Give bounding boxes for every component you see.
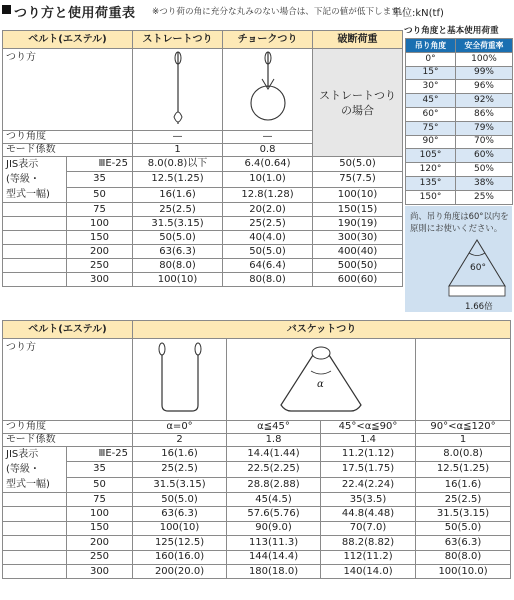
sling-triangle-diagram bbox=[405, 206, 512, 312]
value-cell: 190(19) bbox=[313, 217, 403, 231]
value-cell: 125(12.5) bbox=[133, 536, 227, 550]
angle-cell: 120° bbox=[406, 163, 456, 177]
mode-value-choke: 0.8 bbox=[223, 144, 313, 157]
value-cell: 112(11.2) bbox=[321, 550, 416, 564]
rate-cell: 86% bbox=[456, 107, 513, 121]
value-cell: 144(14.4) bbox=[227, 550, 321, 564]
angle-row bbox=[406, 135, 513, 149]
angle-note-text: 尚、吊り角度は60°以内を原則にお使いください。 bbox=[410, 211, 509, 233]
jis-label-line: 型式一幅) bbox=[6, 189, 50, 200]
angle-row bbox=[406, 94, 513, 108]
angle-table-header bbox=[406, 39, 513, 53]
value-cell: 12.5(1.25) bbox=[133, 172, 223, 187]
breaking-load-note: ストレートつりの場合 bbox=[313, 49, 403, 157]
rate-cell: 50% bbox=[456, 163, 513, 177]
basket-angle-1: α≦45° bbox=[227, 421, 321, 434]
angle-col-header: 吊り角度 bbox=[406, 39, 456, 53]
table-row bbox=[3, 477, 511, 492]
value-cell: 31.5(3.15) bbox=[133, 217, 223, 231]
value-cell: 140(14.0) bbox=[321, 564, 416, 578]
col-header-straight: ストレートつり bbox=[133, 31, 223, 49]
value-cell: 31.5(3.15) bbox=[133, 477, 227, 492]
grade-cell: 100 bbox=[67, 507, 133, 521]
grade-cell: 75 bbox=[67, 493, 133, 507]
table-row bbox=[3, 231, 403, 245]
value-cell: 160(16.0) bbox=[133, 550, 227, 564]
basket-mode-row bbox=[3, 434, 511, 447]
value-cell: 50(5.0) bbox=[416, 521, 511, 535]
grade-cell: 50 bbox=[67, 187, 133, 202]
value-cell: 12.8(1.28) bbox=[223, 187, 313, 202]
grade-cell: 75 bbox=[67, 203, 133, 217]
grade-cell: 250 bbox=[67, 550, 133, 564]
table-row bbox=[3, 203, 403, 217]
basket-mode-1: 1.8 bbox=[227, 434, 321, 447]
value-cell: 100(10) bbox=[133, 521, 227, 535]
jis-label bbox=[3, 447, 67, 493]
value-cell: 150(15) bbox=[313, 203, 403, 217]
value-cell: 45(4.5) bbox=[227, 493, 321, 507]
value-cell: 8.0(0.8) bbox=[416, 447, 511, 462]
value-cell: 22.4(2.24) bbox=[321, 477, 416, 492]
grade-cell: 150 bbox=[67, 521, 133, 535]
basket-angled-diagram bbox=[227, 339, 416, 421]
value-cell: 64(6.4) bbox=[223, 259, 313, 273]
value-cell: 20(2.0) bbox=[223, 203, 313, 217]
blank-cell bbox=[3, 245, 67, 259]
value-cell: 16(1.6) bbox=[133, 187, 223, 202]
angle-row bbox=[406, 163, 513, 177]
value-cell: 113(11.3) bbox=[227, 536, 321, 550]
basket-col-header-basket: バスケットつり bbox=[133, 321, 511, 339]
rate-cell: 60% bbox=[456, 149, 513, 163]
table-row bbox=[3, 564, 511, 578]
table-row bbox=[3, 493, 511, 507]
basket-vertical-diagram bbox=[133, 339, 227, 421]
value-cell: 35(3.5) bbox=[321, 493, 416, 507]
angle-note-box bbox=[405, 206, 512, 312]
mode-value-straight: 1 bbox=[133, 144, 223, 157]
rate-cell: 96% bbox=[456, 80, 513, 94]
basket-angle-3: 90°<α≦120° bbox=[416, 421, 511, 434]
grade-cell: 200 bbox=[67, 245, 133, 259]
basket-empty-cell bbox=[416, 339, 511, 421]
basket-angle-label: つり角度 bbox=[3, 421, 133, 434]
jis-label-line: (等級・ bbox=[6, 174, 40, 185]
col-header-breaking-load: 破断荷重 bbox=[313, 31, 403, 49]
table-row bbox=[3, 273, 403, 287]
value-cell: 50(5.0) bbox=[133, 231, 223, 245]
value-cell: 100(10) bbox=[313, 187, 403, 202]
value-cell: 28.8(2.88) bbox=[227, 477, 321, 492]
value-cell: 80(8.0) bbox=[133, 259, 223, 273]
basket-angle-row bbox=[3, 421, 511, 434]
grade-cell: ⅢE-25 bbox=[67, 447, 133, 462]
grade-cell: 35 bbox=[67, 462, 133, 477]
value-cell: 100(10) bbox=[133, 273, 223, 287]
table-row bbox=[3, 245, 403, 259]
value-cell: 50(5.0) bbox=[223, 245, 313, 259]
angle-label bbox=[3, 131, 133, 144]
value-cell: 50(5.0) bbox=[133, 493, 227, 507]
value-cell: 8.0(0.8)以下 bbox=[133, 157, 223, 172]
angle-cell: 105° bbox=[406, 149, 456, 163]
angle-safety-table bbox=[405, 38, 513, 205]
square-bullet-icon bbox=[2, 5, 11, 14]
angle-row bbox=[406, 121, 513, 135]
grade-cell: 35 bbox=[67, 172, 133, 187]
alpha-label: α bbox=[317, 379, 324, 390]
triangle-angle-label: 60° bbox=[470, 263, 486, 273]
basket-angled-icon bbox=[241, 339, 401, 417]
angle-value-choke: — bbox=[223, 131, 313, 144]
value-cell: 63(6.3) bbox=[133, 507, 227, 521]
basket-header-row bbox=[3, 321, 511, 339]
basket-method-label: つり方 bbox=[3, 339, 133, 421]
value-cell: 88.2(8.82) bbox=[321, 536, 416, 550]
jis-label-line: JIS表示 bbox=[6, 449, 39, 460]
value-cell: 500(50) bbox=[313, 259, 403, 273]
col-header-choke: チョークつり bbox=[223, 31, 313, 49]
angle-row bbox=[406, 66, 513, 80]
table-row bbox=[3, 536, 511, 550]
straight-sling-icon bbox=[148, 49, 208, 127]
grade-cell: 250 bbox=[67, 259, 133, 273]
blank-cell bbox=[3, 203, 67, 217]
basket-col-header-belt: ベルト(エステル) bbox=[3, 321, 133, 339]
straight-sling-diagram bbox=[133, 49, 223, 131]
value-cell: 25(2.5) bbox=[133, 203, 223, 217]
value-cell: 16(1.6) bbox=[416, 477, 511, 492]
value-cell: 180(18.0) bbox=[227, 564, 321, 578]
table-row bbox=[3, 521, 511, 535]
value-cell: 25(2.5) bbox=[133, 462, 227, 477]
grade-cell: 300 bbox=[67, 564, 133, 578]
value-cell: 80(8.0) bbox=[416, 550, 511, 564]
grade-cell: 300 bbox=[67, 273, 133, 287]
basket-mode-0: 2 bbox=[133, 434, 227, 447]
table-row bbox=[3, 550, 511, 564]
jis-label-line: 型式一幅) bbox=[6, 479, 50, 490]
table-header-row bbox=[3, 31, 403, 49]
page-title: つり方と使用荷重表 bbox=[14, 6, 136, 21]
angle-cell: 150° bbox=[406, 190, 456, 204]
value-cell: 70(7.0) bbox=[321, 521, 416, 535]
value-cell: 63(6.3) bbox=[133, 245, 223, 259]
value-cell: 75(7.5) bbox=[313, 172, 403, 187]
choke-sling-diagram bbox=[223, 49, 313, 131]
angle-row bbox=[406, 80, 513, 94]
angle-cell: 30° bbox=[406, 80, 456, 94]
grade-cell: 200 bbox=[67, 536, 133, 550]
value-cell: 57.6(5.76) bbox=[227, 507, 321, 521]
rate-cell: 38% bbox=[456, 176, 513, 190]
grade-cell: 100 bbox=[67, 217, 133, 231]
rate-cell: 99% bbox=[456, 66, 513, 80]
grade-cell: ⅢE-25 bbox=[67, 157, 133, 172]
value-cell: 17.5(1.75) bbox=[321, 462, 416, 477]
value-cell: 31.5(3.15) bbox=[416, 507, 511, 521]
value-cell: 200(20.0) bbox=[133, 564, 227, 578]
value-cell: 25(2.5) bbox=[416, 493, 511, 507]
blank-cell bbox=[3, 273, 67, 287]
rate-cell: 70% bbox=[456, 135, 513, 149]
angle-row bbox=[406, 107, 513, 121]
jis-label-line: (等級・ bbox=[6, 464, 40, 475]
value-cell: 12.5(1.25) bbox=[416, 462, 511, 477]
title-bar bbox=[2, 2, 514, 20]
value-cell: 90(9.0) bbox=[227, 521, 321, 535]
grade-cell: 150 bbox=[67, 231, 133, 245]
table-row bbox=[3, 157, 403, 172]
angle-label-text: つり角度 bbox=[6, 131, 46, 142]
basket-mode-label: モード係数 bbox=[3, 434, 133, 447]
value-cell: 6.4(0.64) bbox=[223, 157, 313, 172]
rate-cell: 100% bbox=[456, 52, 513, 66]
blank-cell bbox=[3, 564, 67, 578]
value-cell: 40(4.0) bbox=[223, 231, 313, 245]
table-row bbox=[3, 507, 511, 521]
table-row bbox=[3, 447, 511, 462]
value-cell: 14.4(1.44) bbox=[227, 447, 321, 462]
value-cell: 63(6.3) bbox=[416, 536, 511, 550]
table-row bbox=[3, 259, 403, 273]
angle-cell: 15° bbox=[406, 66, 456, 80]
choke-sling-icon bbox=[238, 49, 298, 127]
angle-table-title: つり角度と基本使用荷重 bbox=[404, 26, 499, 36]
angle-row bbox=[406, 190, 513, 204]
method-row bbox=[3, 49, 403, 131]
jis-label-line: JIS表示 bbox=[6, 159, 39, 170]
basket-mode-2: 1.4 bbox=[321, 434, 416, 447]
basket-mode-3: 1 bbox=[416, 434, 511, 447]
angle-cell: 75° bbox=[406, 121, 456, 135]
value-cell: 400(40) bbox=[313, 245, 403, 259]
grade-cell: 50 bbox=[67, 477, 133, 492]
value-cell: 10(1.0) bbox=[223, 172, 313, 187]
rate-cell: 25% bbox=[456, 190, 513, 204]
table-row bbox=[3, 462, 511, 477]
straight-choke-load-table bbox=[2, 30, 403, 287]
blank-cell bbox=[3, 507, 67, 521]
rate-cell: 79% bbox=[456, 121, 513, 135]
blank-cell bbox=[3, 259, 67, 273]
value-cell: 11.2(1.12) bbox=[321, 447, 416, 462]
angle-cell: 135° bbox=[406, 176, 456, 190]
basket-method-row bbox=[3, 339, 511, 421]
value-cell: 50(5.0) bbox=[313, 157, 403, 172]
value-cell: 100(10.0) bbox=[416, 564, 511, 578]
blank-cell bbox=[3, 231, 67, 245]
value-cell: 22.5(2.25) bbox=[227, 462, 321, 477]
angle-row bbox=[406, 176, 513, 190]
value-cell: 80(8.0) bbox=[223, 273, 313, 287]
col-header-belt: ベルト(エステル) bbox=[3, 31, 133, 49]
blank-cell bbox=[3, 493, 67, 507]
basket-vertical-icon bbox=[140, 339, 220, 417]
value-cell: 25(2.5) bbox=[223, 217, 313, 231]
basket-angle-2: 45°<α≦90° bbox=[321, 421, 416, 434]
method-label: つり方 bbox=[3, 49, 133, 131]
angle-value-straight: — bbox=[133, 131, 223, 144]
angle-cell: 60° bbox=[406, 107, 456, 121]
table-row bbox=[3, 217, 403, 231]
angle-cell: 45° bbox=[406, 94, 456, 108]
unit-label: 単位:kN(tf) bbox=[392, 8, 444, 19]
basket-angle-0: α=0° bbox=[133, 421, 227, 434]
blank-cell bbox=[3, 536, 67, 550]
value-cell: 600(60) bbox=[313, 273, 403, 287]
angle-row bbox=[406, 52, 513, 66]
blank-cell bbox=[3, 217, 67, 231]
value-cell: 44.8(4.48) bbox=[321, 507, 416, 521]
value-cell: 300(30) bbox=[313, 231, 403, 245]
rate-cell: 92% bbox=[456, 94, 513, 108]
value-cell: 16(1.6) bbox=[133, 447, 227, 462]
jis-label bbox=[3, 157, 67, 203]
angle-row bbox=[406, 149, 513, 163]
angle-cell: 0° bbox=[406, 52, 456, 66]
blank-cell bbox=[3, 521, 67, 535]
rate-col-header: 安全荷重率 bbox=[456, 39, 513, 53]
mode-label: モード係数 bbox=[3, 144, 133, 157]
caution-note: ※つり荷の角に充分な丸みのない場合は、下記の値が低下します。 bbox=[152, 7, 408, 17]
basket-load-table bbox=[2, 320, 511, 579]
angle-cell: 90° bbox=[406, 135, 456, 149]
blank-cell bbox=[3, 550, 67, 564]
load-ratio: 1.66倍 bbox=[465, 302, 493, 312]
